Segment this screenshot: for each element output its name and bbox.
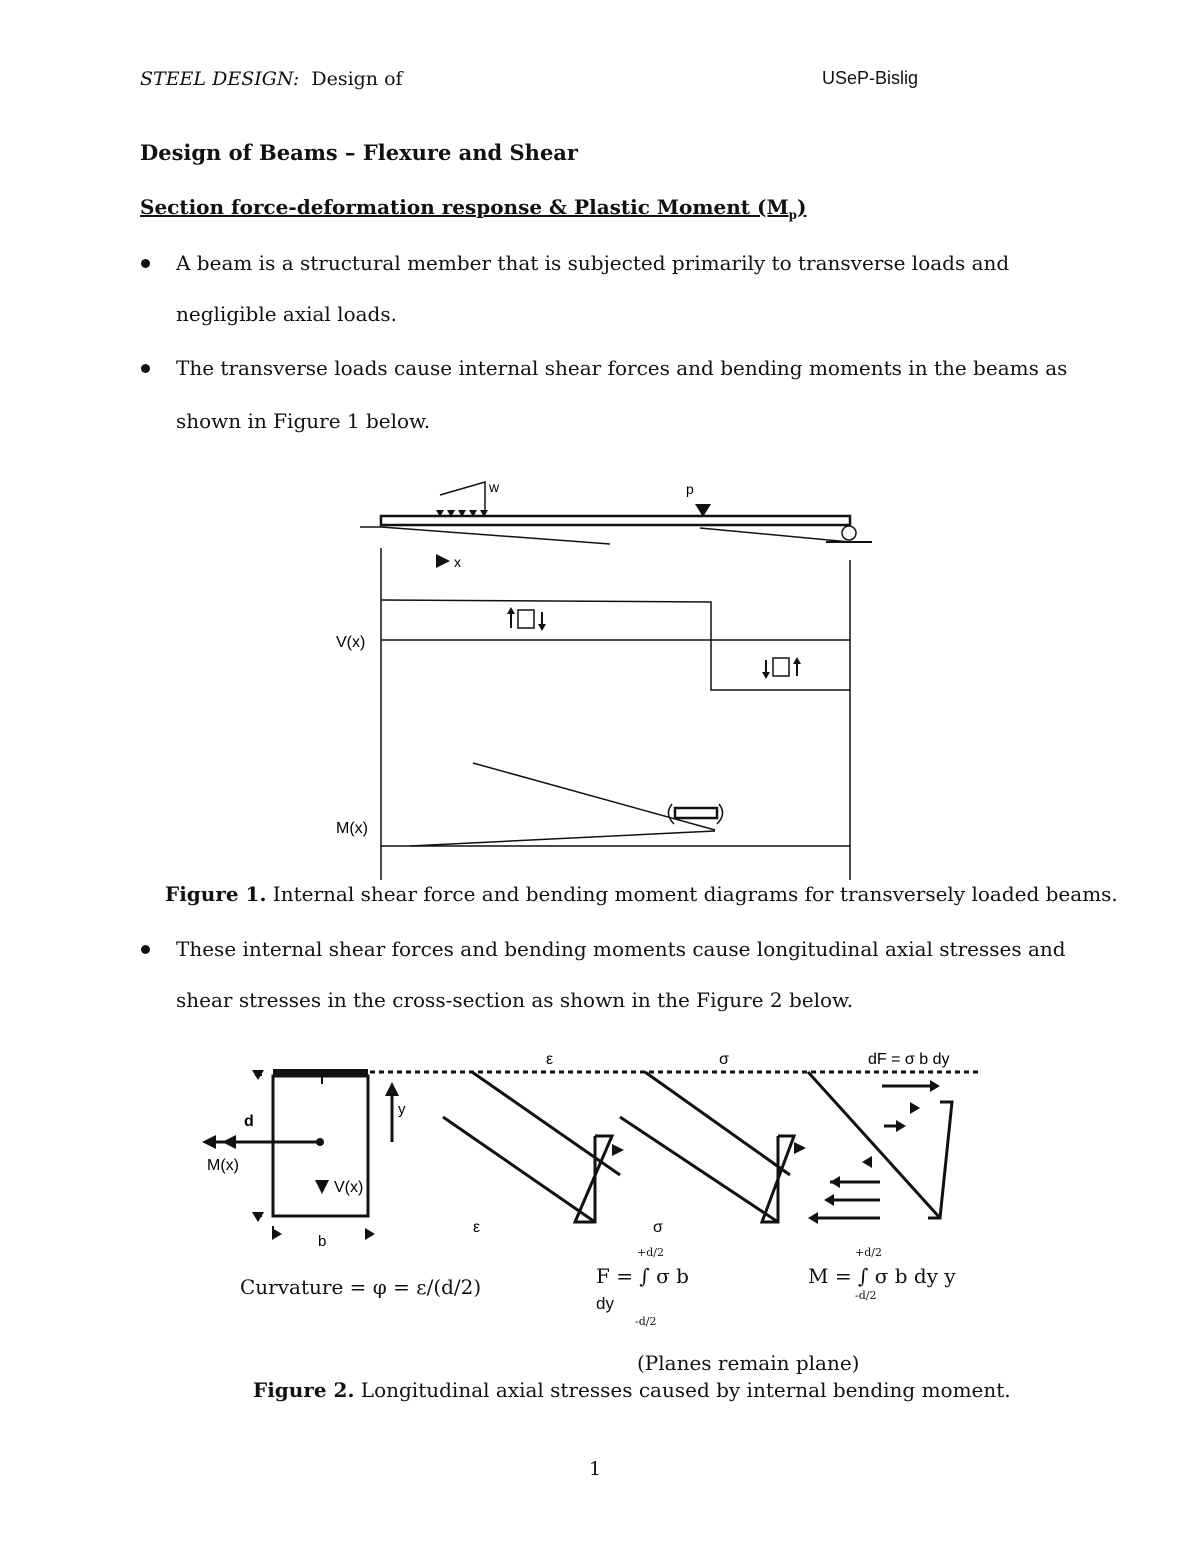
figure-2-caption-label: Figure 2. [253,1378,355,1402]
stress-line-upper [645,1072,790,1175]
force-arrow-icon [830,1176,840,1188]
section-heading-sub: p [788,208,797,222]
deflection-line-left [381,527,610,544]
moment-curl-left-icon [668,804,674,824]
down-arrow-icon [762,672,770,679]
moment-line-lower [410,831,715,846]
shear-arrow-icon [315,1180,329,1194]
label-force: dF = σ b dy [868,1051,950,1068]
shear-element-icon [773,658,789,676]
down-arrow-icon [538,624,546,631]
figure-2-caption [253,1378,1011,1402]
y-arrowhead-icon [385,1082,399,1096]
m-integral-upper: +d/2 [855,1246,882,1259]
section-heading-close: ) [796,195,807,219]
x-direction-arrow-icon [436,554,450,568]
label-y: y [398,1101,406,1118]
roller-support-icon [842,526,856,540]
moment-arrowhead-icon [222,1135,236,1149]
bullet-3-line-2: shear stresses in the cross-section as shown in the Figure 2 below. [176,988,854,1012]
deflection-line-right [700,528,850,542]
up-arrow-icon [507,607,515,614]
label-x: x [454,554,461,570]
label-shear-x: V(x) [334,1179,364,1196]
f-integral-dy: dy [596,1294,614,1313]
bullet-1-line-2: negligible axial loads. [176,302,397,326]
bullet-3-line-1: These internal shear forces and bending moments cause longitudinal axial stresses and [176,937,1066,961]
force-arrow-icon [862,1156,872,1168]
f-integral-formula: F = ∫ σ b [596,1264,689,1288]
section-heading-text: Section force-deformation response & Plastic Moment (M [140,195,789,219]
f-integral-upper: +d/2 [637,1246,664,1259]
force-arrow-icon [824,1194,834,1206]
figure-1-caption-label: Figure 1. [165,882,267,906]
label-b: b [318,1233,327,1250]
label-w: w [489,479,500,495]
stress-arrow-icon [794,1142,806,1154]
force-arrow-icon [808,1212,818,1224]
label-strain-bottom: ε [473,1219,481,1236]
stress-distribution [762,1136,794,1222]
stress-line-lower [620,1117,778,1222]
m-integral-formula: M = ∫ σ b dy y [808,1264,956,1288]
force-distribution [928,1102,952,1218]
label-stress-top: σ [719,1051,729,1068]
strain-line-upper [472,1072,620,1175]
shear-element-icon [518,610,534,628]
dimension-arrow-icon [252,1070,264,1080]
header-course: STEEL DESIGN: [140,68,300,90]
label-d: d [244,1113,254,1130]
figure-1-caption-text: Internal shear force and bending moment diagrams for transversely loaded beams. [266,882,1118,906]
bullet-icon [141,364,150,373]
bullet-icon [141,259,150,268]
page-header-right: USeP-Bislig [822,68,919,88]
page-title: Design of Beams – Flexure and Shear [140,140,578,165]
bullet-1-line-1: A beam is a structural member that is subjected primarily to transverse loads and [176,251,1010,275]
moment-line-upper [473,763,715,830]
force-line [808,1072,940,1218]
dimension-arrow-icon [252,1212,264,1222]
m-integral-lower: -d/2 [855,1289,877,1302]
bullet-2-line-1: The transverse loads cause internal shear forces and bending moments in the beams as [176,356,1068,380]
distributed-load-outline [440,482,485,510]
label-stress-bottom: σ [653,1219,663,1236]
bullet-icon [141,945,150,954]
b-arrow-icon [365,1228,375,1240]
page-header-left [140,68,403,90]
curvature-formula: Curvature = φ = ε/(d/2) [240,1275,482,1299]
b-arrow-icon [272,1228,282,1240]
section-heading [140,195,806,222]
header-topic: Design of [311,68,403,90]
figure-2-caption-text: Longitudinal axial stresses caused by internal bending moment. [354,1378,1011,1402]
centroid-dot [316,1138,324,1146]
label-p: p [686,481,694,497]
planes-note: (Planes remain plane) [637,1351,860,1375]
up-arrow-icon [793,657,801,664]
f-integral-lower: -d/2 [635,1315,657,1328]
label-shear: V(x) [336,634,366,651]
strain-arrow-icon [612,1144,624,1156]
label-moment-x: M(x) [207,1157,239,1174]
figure-1-diagram [0,470,1200,880]
bullet-2-line-2: shown in Figure 1 below. [176,409,431,433]
moment-element-icon [675,808,717,818]
strain-line-lower [443,1117,595,1222]
page-number: 1 [589,1458,602,1480]
force-arrow-icon [930,1080,940,1092]
label-strain-top: ε [546,1051,554,1068]
figure-1-caption [165,882,1118,906]
label-moment: M(x) [336,820,368,837]
beam [381,516,850,525]
moment-arrowhead-icon [202,1135,216,1149]
force-arrow-icon [910,1102,920,1114]
force-arrow-icon [896,1120,906,1132]
